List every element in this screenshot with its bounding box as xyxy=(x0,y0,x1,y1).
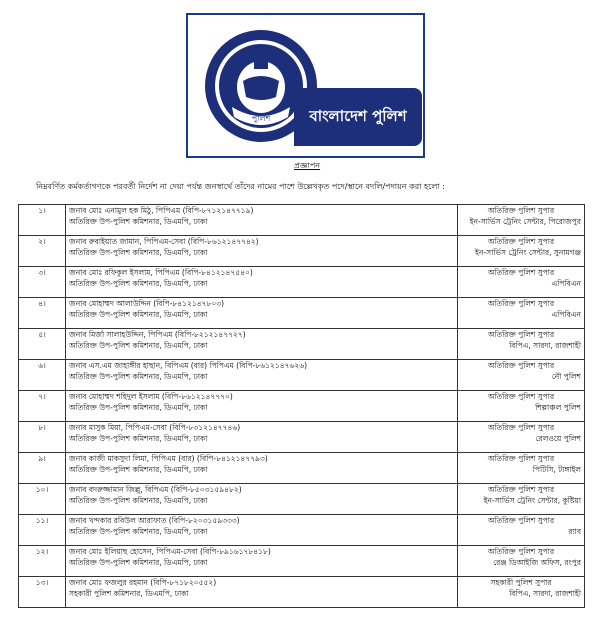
police-logo xyxy=(186,13,425,158)
posting-title: অতিরিক্ত পুলিশ সুপার xyxy=(487,299,555,308)
table-row xyxy=(19,205,585,236)
serial-number: ১৩। xyxy=(35,578,49,587)
serial-cell xyxy=(19,360,66,391)
posting-cell xyxy=(458,236,585,267)
officer-cell xyxy=(66,422,458,453)
serial-cell xyxy=(19,205,66,236)
serial-number: ৪। xyxy=(38,299,46,308)
posting-station: শিল্পাঞ্চল পুলিশ xyxy=(535,403,581,412)
posting-title: অতিরিক্ত পুলিশ সুপার xyxy=(487,206,555,215)
posting-cell xyxy=(458,329,585,360)
posting-station: বিপিএ, সারদা, রাজশাহী xyxy=(509,341,581,350)
serial-cell xyxy=(19,546,66,577)
officer-name: জনাব মোঃ ইলিয়াছ হোসেন, পিপিএম-সেবা (বিপি-৮৯১৬১৭৮৪১৮) xyxy=(69,547,271,556)
officer-rank: অতিরিক্ত উপ-পুলিশ কমিশনার, ডিএমপি, ঢাকা xyxy=(69,279,208,288)
serial-cell xyxy=(19,236,66,267)
officer-cell xyxy=(66,453,458,484)
posting-cell xyxy=(458,577,585,608)
posting-title: অতিরিক্ত পুলিশ সুপার xyxy=(487,547,555,556)
serial-number: ১১। xyxy=(35,516,49,525)
posting-title: অতিরিক্ত পুলিশ সুপার xyxy=(487,485,555,494)
officer-rank: অতিরিক্ত উপ-পুলিশ কমিশনার, ডিএমপি, ঢাকা xyxy=(69,310,208,319)
officer-cell xyxy=(66,205,458,236)
serial-cell xyxy=(19,453,66,484)
posting-station: ইন-সার্ভিস ট্রেনিং সেন্টার, সুনামগঞ্জ xyxy=(475,248,581,257)
officer-name: জনাব মির্জা সালাহউদ্দিন, পিপিএম (বিপি-৮২১২১৪৭৭২৭) xyxy=(69,330,246,339)
officer-name: জনাব মোঃ এনামুল হক মিঠু, পিপিএম (বিপি-৮৭১২১৪৭৭১৯) xyxy=(69,206,254,215)
posting-station: এপিবিএন xyxy=(551,279,581,288)
emblem-label: পুলিশ xyxy=(251,114,271,123)
posting-title: অতিরিক্ত পুলিশ সুপার xyxy=(487,392,555,401)
posting-station: পিটিসি, টাঙ্গাইল xyxy=(532,465,581,474)
posting-cell xyxy=(458,391,585,422)
notice-intro: নিম্নবর্ণিত কর্মকর্তাগণকে পরবর্তী নির্দেশ না দেয়া পর্যন্ত জনস্বার্থে তাঁদের নামের পাশে উল্লেখকৃত পদে/স্থানে বদলি/পদায়ন করা হলো : xyxy=(36,182,445,191)
table-row xyxy=(19,298,585,329)
officer-cell xyxy=(66,329,458,360)
officer-cell xyxy=(66,484,458,515)
serial-number: ৩। xyxy=(38,268,46,277)
table-row xyxy=(19,422,585,453)
officer-rank: অতিরিক্ত উপ-পুলিশ কমিশনার, ডিএমপি, ঢাকা xyxy=(69,558,208,567)
serial-number: ২। xyxy=(38,237,46,246)
table-row xyxy=(19,360,585,391)
serial-cell xyxy=(19,577,66,608)
notice-heading: প্রজ্ঞাপন xyxy=(293,161,321,170)
brand-name: বাংলাদেশ পুলিশ xyxy=(309,107,407,125)
officer-cell xyxy=(66,360,458,391)
table-row xyxy=(19,391,585,422)
serial-number: ১। xyxy=(38,206,46,215)
posting-cell xyxy=(458,515,585,546)
officer-name: জনাব বদরুজ্জামান জিল্লু, বিপিএম (বিপি-৮৫০৩১৫৯৪৮২) xyxy=(69,485,242,494)
posting-station: ইন-সার্ভিস ট্রেনিং সেন্টার, কুষ্টিয়া xyxy=(483,496,581,505)
posting-cell xyxy=(458,422,585,453)
posting-station: রেলওয়ে পুলিশ xyxy=(535,434,581,443)
officer-rank: অতিরিক্ত উপ-পুলিশ কমিশনার, ডিএমপি, ঢাকা xyxy=(69,248,208,257)
transfer-table xyxy=(18,204,585,608)
officer-cell xyxy=(66,515,458,546)
posting-cell xyxy=(458,267,585,298)
serial-number: ৭। xyxy=(38,392,46,401)
table-row xyxy=(19,453,585,484)
posting-cell xyxy=(458,546,585,577)
officer-cell xyxy=(66,391,458,422)
officer-cell xyxy=(66,546,458,577)
serial-cell xyxy=(19,422,66,453)
officer-cell xyxy=(66,298,458,329)
posting-title: সহকারী পুলিশ সুপার xyxy=(490,578,552,587)
serial-cell xyxy=(19,515,66,546)
posting-title: অতিরিক্ত পুলিশ সুপার xyxy=(487,237,555,246)
officer-rank: অতিরিক্ত উপ-পুলিশ কমিশনার, ডিএমপি, ঢাকা xyxy=(69,217,208,226)
posting-station: রেঞ্জ ডিআইজি অফিস, রংপুর xyxy=(493,558,581,567)
posting-title: অতিরিক্ত পুলিশ সুপার xyxy=(487,361,555,370)
officer-rank: অতিরিক্ত উপ-পুলিশ কমিশনার, ডিএমপি, ঢাকা xyxy=(69,341,208,350)
posting-station: এপিবিএন xyxy=(551,310,581,319)
officer-name: জনাব মোহাম্মদ আলাউদ্দিন (বিপি-৮৪১২১৪৭৮০৩) xyxy=(69,299,225,308)
officer-rank: অতিরিক্ত উপ-পুলিশ কমিশনার, ডিএমপি, ঢাকা xyxy=(69,465,208,474)
serial-cell xyxy=(19,298,66,329)
serial-cell xyxy=(19,267,66,298)
posting-station: বিপিএ, সারদা, রাজশাহী xyxy=(509,589,581,598)
officer-rank: অতিরিক্ত উপ-পুলিশ কমিশনার, ডিএমপি, ঢাকা xyxy=(69,496,208,505)
table-row xyxy=(19,236,585,267)
officer-name: জনাব মোঃ রফিকুল ইসলাম, পিপিএম (বিপি-৮৪১২১৪৭৫৪০) xyxy=(69,268,253,277)
table-row xyxy=(19,515,585,546)
posting-station: নৌ পুলিশ xyxy=(551,372,581,381)
posting-cell xyxy=(458,360,585,391)
officer-rank: অতিরিক্ত উপ-পুলিশ কমিশনার, ডিএমপি, ঢাকা xyxy=(69,372,208,381)
officer-name: জনাব মোহাম্মদ শহিদুল ইসলাম (বিপি-৮৬১২১৪৭৭৭০) xyxy=(69,392,233,401)
posting-station: র‍্যাব xyxy=(568,527,581,536)
serial-cell xyxy=(19,329,66,360)
table-row xyxy=(19,484,585,515)
posting-title: অতিরিক্ত পুলিশ সুপার xyxy=(487,454,555,463)
officer-rank: অতিরিক্ত উপ-পুলিশ কমিশনার, ডিএমপি, ঢাকা xyxy=(69,434,208,443)
officer-cell xyxy=(66,577,458,608)
table-row xyxy=(19,267,585,298)
officer-rank: অতিরিক্ত উপ-পুলিশ কমিশনার, ডিএমপি, ঢাকা xyxy=(69,403,208,412)
posting-title: অতিরিক্ত পুলিশ সুপার xyxy=(487,268,555,277)
table-row xyxy=(19,577,585,608)
officer-name: জনাব রুবাইয়াত জামান, পিপিএম-সেবা (বিপি-৮৬১২১৪৭৭৪২) xyxy=(69,237,259,246)
officer-name: জনাব মাসুক মিয়া, পিপিএম-সেবা (বিপি-৮৩১২১৪৭৭৪৬) xyxy=(69,423,241,432)
serial-number: ৫। xyxy=(38,330,46,339)
officer-cell xyxy=(66,236,458,267)
posting-title: অতিরিক্ত পুলিশ সুপার xyxy=(487,330,555,339)
officer-name: জনাব কাজী মাকসুদা লিমা, পিপিএম (বার) (বিপি-৮৪১২১৪৭৭৯৩) xyxy=(69,454,268,463)
table-row xyxy=(19,329,585,360)
serial-cell xyxy=(19,484,66,515)
serial-number: ১০। xyxy=(35,485,49,494)
officer-rank: সহকারী পুলিশ কমিশনার, ডিএমপি, ঢাকা xyxy=(69,589,189,598)
officer-name: জনাব এস.এম জাহাঙ্গীর হাছান, বিপিএম (বার) পিপিএম (বিপি-৮৬১২১৪৭৬২৬) xyxy=(69,361,308,370)
serial-cell xyxy=(19,391,66,422)
officer-name: জনাব মোঃ ফজলুর রহমান (বিপি-৮৭১৮২০৫৫২) xyxy=(69,578,217,587)
posting-title: অতিরিক্ত পুলিশ সুপার xyxy=(487,516,555,525)
table-row xyxy=(19,546,585,577)
posting-title: অতিরিক্ত পুলিশ সুপার xyxy=(487,423,555,432)
serial-number: ৬। xyxy=(38,361,46,370)
officer-rank: অতিরিক্ত উপ-পুলিশ কমিশনার, ডিএমপি, ঢাকা xyxy=(69,527,208,536)
posting-cell xyxy=(458,298,585,329)
officer-cell xyxy=(66,267,458,298)
officer-name: জনাব খন্দকার রবিউল আরাফাত (বিপি-৮২০৩১৫৯৩৩৩) xyxy=(69,516,240,525)
posting-cell xyxy=(458,453,585,484)
serial-number: ৯। xyxy=(38,454,46,463)
posting-cell xyxy=(458,484,585,515)
serial-number: ৮। xyxy=(38,423,46,432)
serial-number: ১২। xyxy=(35,547,49,556)
posting-station: ইন-সার্ভিস ট্রেনিং সেন্টার, পিরোজপুর xyxy=(469,217,581,226)
posting-cell xyxy=(458,205,585,236)
